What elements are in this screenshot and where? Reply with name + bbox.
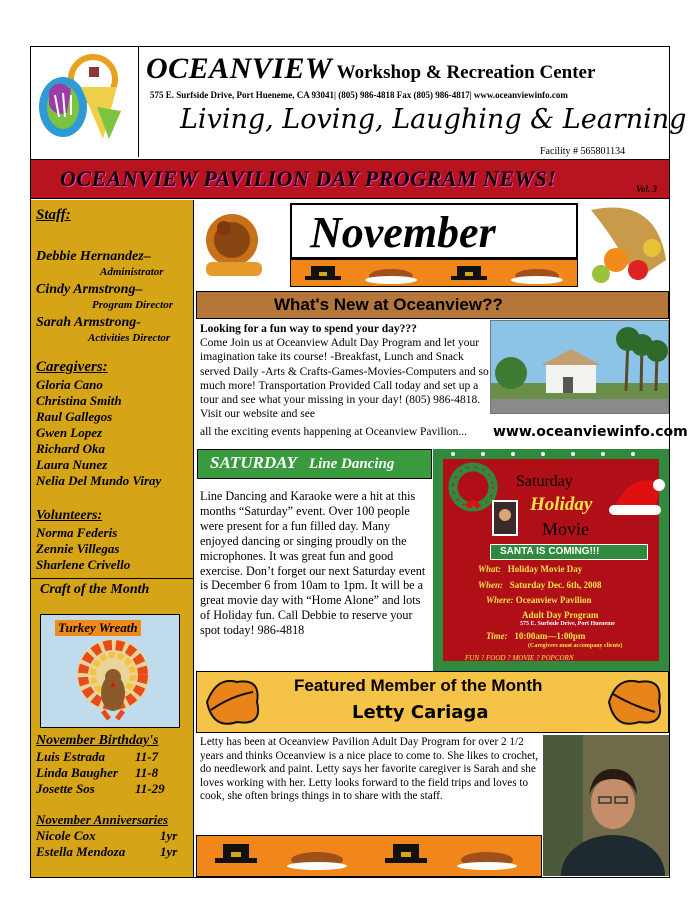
pilgrim-stripe: [290, 259, 578, 287]
whats-new-heading: What's New at Oceanview??: [274, 295, 503, 314]
footer-pilgrim-icon: [197, 836, 541, 876]
birthday-date: 11-29: [135, 781, 165, 796]
holiday-where-key: Where:: [486, 595, 514, 605]
saturday-body: Line Dancing and Karaoke were a hit at this months “Saturday” event. Over 100 people were present for a fun filled day. Many enjoyed dancing or singing proudly on the microphones. It was great fun and good exercise. Don’t forget our next Saturday event is December 6 from 10am to 1pm. It will be a great movie day with “Home Alone” and lots of Holiday fun. Call Debbie to reserve your spot today! 986-4818: [200, 489, 426, 638]
holiday-time-value: 10:00am—1:00pm: [514, 631, 586, 641]
volunteer-name: Norma Federis: [36, 525, 118, 540]
holiday-line1: Saturday: [516, 473, 573, 490]
caregiver-name: Gloria Cano: [36, 377, 103, 392]
newsletter-title: OCEANVIEW PAVILION DAY PROGRAM NEWS!: [60, 166, 557, 191]
holiday-where-value: Oceanview Pavilion: [515, 595, 592, 605]
holiday-time-key: Time:: [486, 631, 508, 641]
holiday-what: [478, 564, 582, 574]
caregiver-name: Nelia Del Mundo Viray: [36, 473, 162, 488]
holiday-when-key: When:: [478, 580, 504, 590]
caregiver-name: Gwen Lopez: [36, 425, 103, 440]
member-photo: [543, 735, 669, 876]
volunteer-name: Zennie Villegas: [36, 541, 120, 556]
caregiver-name: Christina Smith: [36, 393, 122, 408]
building-photo: [490, 320, 669, 414]
holiday-when: [478, 580, 602, 590]
featured-heading: Featured Member of the Month: [294, 676, 543, 695]
anniversary-years: 1yr: [160, 828, 178, 843]
volume-label: Vol. 3: [636, 184, 658, 194]
birthday-name: Luis Estrada: [36, 749, 105, 764]
saturday-heading-b: Line Dancing: [308, 456, 395, 472]
holiday-line2: Holiday: [530, 494, 593, 515]
building-photo-icon: [491, 321, 669, 414]
anniversary-name: Nicole Cox: [36, 828, 96, 843]
holiday-where: [486, 595, 592, 605]
santa-text: SANTA IS COMING!!!: [500, 546, 600, 557]
month-title: November: [310, 208, 496, 257]
anniversaries-heading: November Anniversaries: [36, 812, 169, 827]
holiday-what-value: Holiday Movie Day: [507, 564, 583, 574]
org-name-big: OCEANVIEW: [146, 52, 333, 85]
motto: Living, Loving, Laughing & Learning: [180, 104, 687, 135]
saturday-heading: [210, 453, 394, 473]
org-name-rest: Workshop & Recreation Center: [332, 62, 596, 83]
address-line: 575 E. Surfside Drive, Port Hueneme, CA 93041| (805) 986-4818 Fax (805) 986-4817| www.oceanviewinfo.com: [150, 90, 568, 100]
sidebar-divider: [31, 578, 194, 579]
birthdays-heading: November Birthday's: [36, 733, 159, 748]
caregivers-heading: Caregivers:: [36, 359, 108, 375]
holiday-time: [486, 631, 585, 641]
holiday-fun-line: FUN ? FOOD ? MOVIE ? POPCORN: [465, 654, 574, 662]
facility-number: Facility # 565801134: [540, 146, 626, 157]
holiday-note: (Caregivers must accompany clients): [528, 643, 623, 649]
featured-member-name: Letty Cariaga: [352, 702, 489, 723]
anniversary-years: 1yr: [160, 844, 178, 859]
birthday-date: 11-7: [135, 749, 159, 764]
staff-name: Sarah Armstrong-: [36, 315, 141, 330]
staff-role: Program Director: [92, 299, 173, 311]
birthday-date: 11-8: [135, 765, 159, 780]
whats-new-text: Come Join us at Oceanview Adult Day Program and let your imagination take its course! -Breakfast, Lunch and Snack served Daily -Arts & Crafts-Games-Movies-Computers and so much more! Transportation Provided Call today and set up a tour and see what your missing in your day! (805) 986-4818. Visit our website and see: [200, 337, 489, 421]
craft-heading: Craft of the Month: [40, 582, 150, 597]
birthday-name: Linda Baugher: [36, 765, 118, 780]
holiday-address: 575 E. Surfside Drive, Port Hueneme: [520, 621, 615, 627]
caregiver-name: Richard Oka: [36, 441, 105, 456]
caregiver-name: Raul Gallegos: [36, 409, 113, 424]
pilgrim-hat-turkey-icon: [291, 260, 577, 286]
logo: [31, 47, 139, 157]
holiday-where-2: Adult Day Program: [522, 610, 599, 620]
saturday-heading-a: SATURDAY: [210, 453, 297, 472]
staff-role: Activities Director: [88, 332, 171, 344]
craft-label: Turkey Wreath: [55, 620, 141, 636]
whats-new-lead: Looking for a fun way to spend your day???: [200, 323, 417, 335]
whats-new-body: [200, 322, 490, 421]
oceanview-logo-icon: [31, 47, 137, 155]
anniversary-name: Estella Mendoza: [36, 844, 126, 859]
holiday-what-key: What:: [478, 564, 502, 574]
org-name: [146, 52, 595, 86]
staff-role: Administrator: [100, 266, 164, 278]
staff-heading: Staff:: [36, 207, 71, 223]
website-link[interactable]: www.oceanviewinfo.com: [493, 424, 688, 440]
caregiver-name: Laura Nunez: [36, 457, 108, 472]
staff-name: Debbie Hernandez–: [36, 249, 151, 264]
holiday-line3: Movie: [542, 519, 589, 539]
featured-body: Letty has been at Oceanview Pavilion Adult Day Program for over 2 1/2 years and thinks Oceanview is a nice place to come to. She likes to crochet, do needlework and paint. Letty says her favorite caregiver is Sarah and she loves working with her. Letty looks forward to the field trips and loves to cook, she often brings things in to share with the staff.: [200, 736, 538, 802]
volunteer-name: Sharlene Crivello: [36, 557, 131, 572]
holiday-when-value: Saturday Dec. 6th, 2008: [509, 580, 602, 590]
volunteers-heading: Volunteers:: [36, 508, 103, 523]
whats-new-last-line: all the exciting events happening at Oceanview Pavilion...: [200, 426, 467, 438]
member-photo-icon: [543, 735, 669, 876]
footer-pilgrim-stripe: [196, 835, 542, 877]
staff-name: Cindy Armstrong–: [36, 282, 143, 297]
birthday-name: Josette Sos: [36, 781, 95, 796]
